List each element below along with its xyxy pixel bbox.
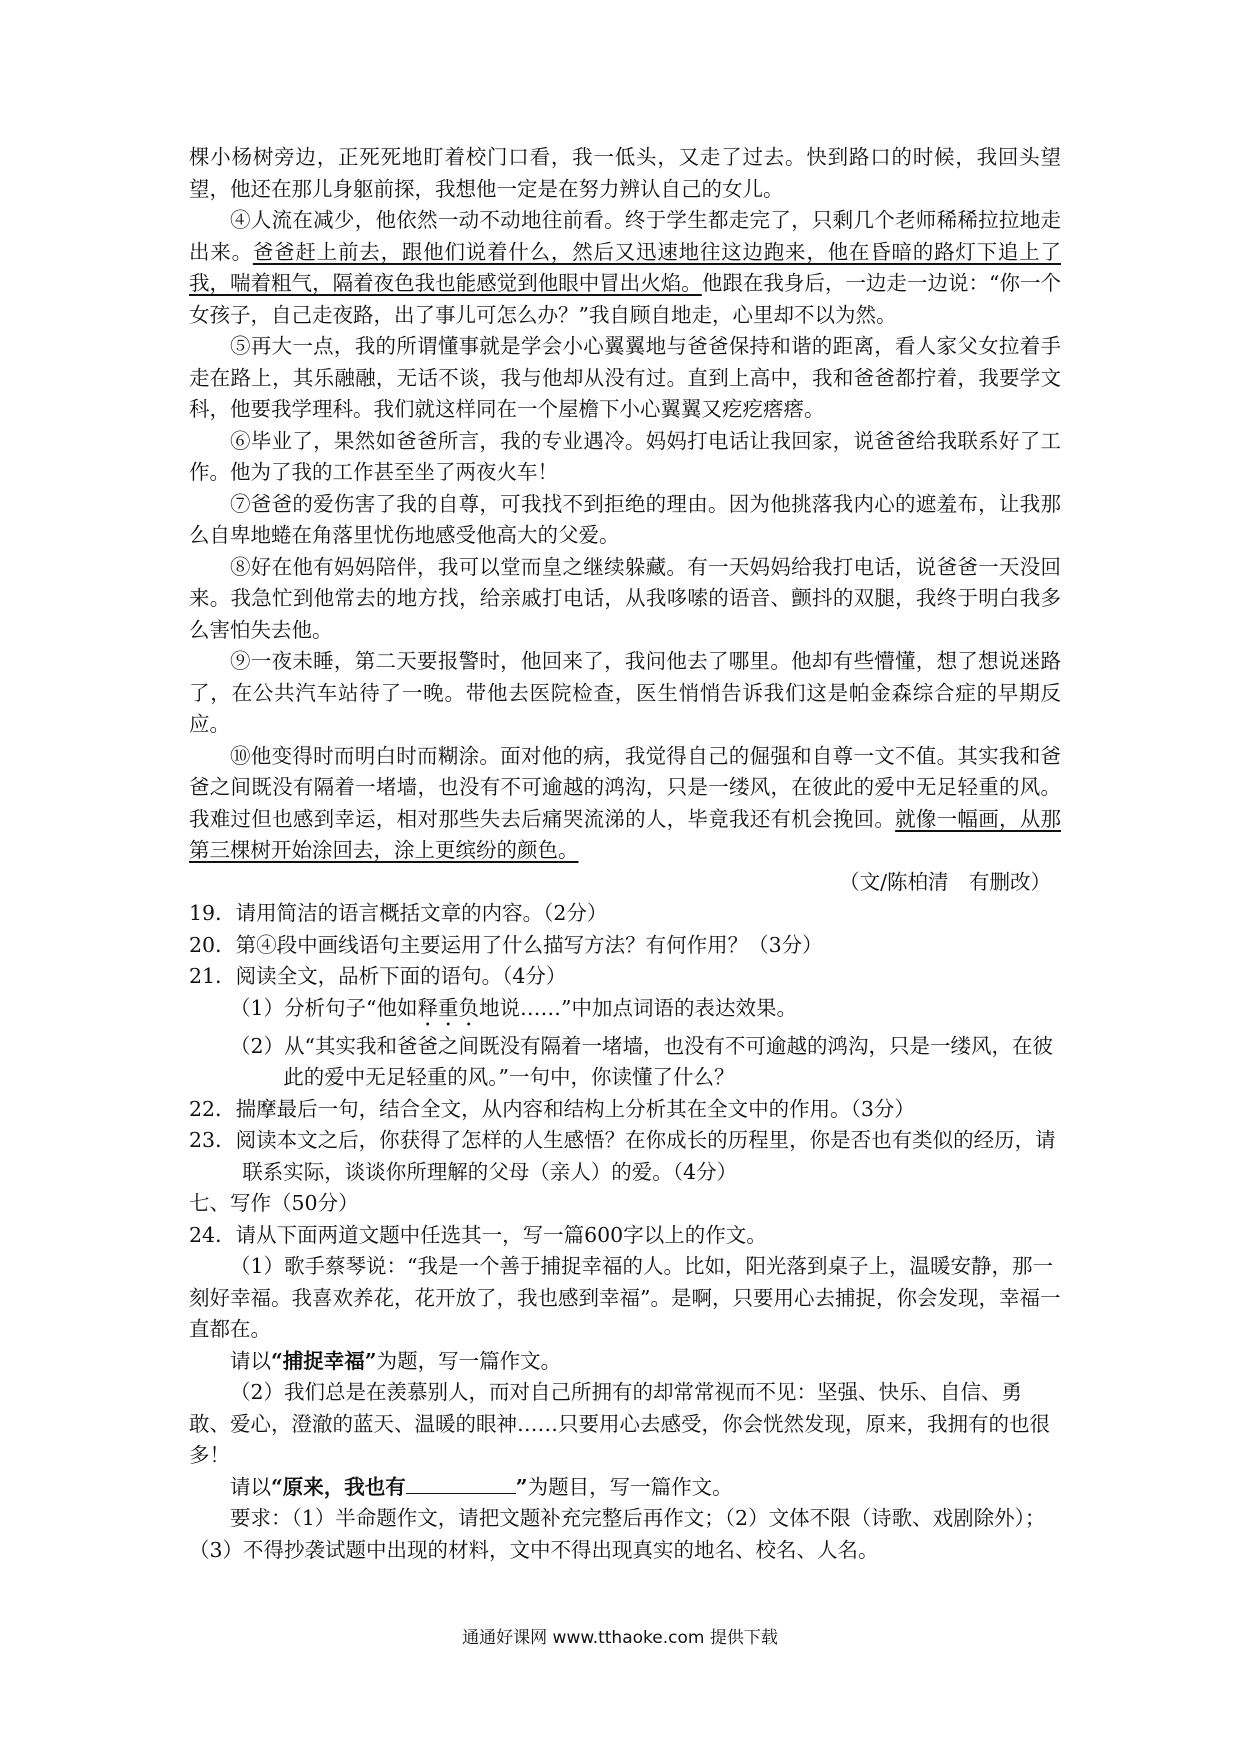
essay-title-2: “原来，我也有 (271, 1474, 406, 1499)
question-24: 24．请从下面两道文题中任选其一，写一篇600字以上的作文。 (189, 1222, 767, 1247)
paragraph-8: ⑧好在他有妈妈陪伴，我可以堂而皇之继续躲藏。有一天妈妈给我打电话，说爸爸一天没回来。我急忙到他常去的地方找，给亲戚打电话，从我哆嗦的语音、颤抖的双腿，我终于明白我多么害怕失去他。 (189, 554, 1061, 642)
question-23: 23．阅读本文之后，你获得了怎样的人生感悟？在你成长的历程里，你是否也有类似的经历，请联系实际，谈谈你所理解的父母（亲人）的爱。（4分） (189, 1128, 1056, 1184)
essay-title-1: “捕捉幸福” (271, 1348, 377, 1373)
essay-option-2-prompt (189, 1472, 1061, 1504)
question-21-part-1 (189, 993, 1061, 1031)
prompt-suffix: 为题，写一篇作文。 (376, 1348, 562, 1373)
paragraph-continued: 棵小杨树旁边，正死死地盯着校门口看，我一低头，又走了过去。快到路口的时候，我回头望望，他还在那儿身躯前探，我想他一定是在努力辨认自己的女儿。 (189, 145, 1061, 201)
essay-title-2-close: ” (515, 1474, 528, 1499)
paragraph-4-underlined: 爸爸赶上前去，跟他们说着什么，然后又迅速地往这边跑来，他在昏暗的路灯下追上了我，喘着粗气，隔着夜色我也能感觉到他眼中冒出火焰。 (189, 239, 1062, 295)
question-20: 20．第④段中画线语句主要运用了什么描写方法？有何作用？（3分） (189, 932, 823, 957)
paragraph-10-body: ⑩他变得时而明白时而糊涂。面对他的病，我觉得自己的倔强和自尊一文不值。其实我和爸爸之间既没有隔着一堵墙，也没有不可逾越的鸿沟，只是一缕风，在彼此的爱中无足轻重的风。我难过但也感到幸运，相对那些失去后痛哭流涕的人，毕竟我还有机会挽回。 (189, 743, 1061, 831)
paragraph-7: ⑦爸爸的爱伤害了我的自尊，可我找不到拒绝的理由。因为他挑落我内心的遮羞布，让我那么自卑地蜷在角落里忧伤地感受他高大的父爱。 (189, 491, 1061, 547)
prompt-suffix: 为题目，写一篇作文。 (527, 1474, 733, 1499)
exam-page (189, 142, 1061, 1566)
paragraph-10-underlined: 就像一幅画，从那第三棵树开始涂回去，涂上更缤纷的颜色。 (189, 806, 1062, 862)
prompt-prefix: 请以 (230, 1474, 271, 1499)
title-blank (406, 1473, 516, 1494)
paragraph-10 (189, 741, 1061, 867)
paragraph-4-end: 他跟在我身后，一边走一边说：“你一个女孩子，自己走夜路，出了事儿可怎么办？”我自顾自地走，心里却不以为然。 (189, 271, 1062, 327)
emphasized-phrase: 释重负 (417, 995, 480, 1020)
paragraph-9: ⑨一夜未睡，第二天要报警时，他回来了，我问他去了哪里。他却有些懵懂，想了想说迷路了，在公共汽车站待了一晚。带他去医院检查，医生悄悄告诉我们这是帕金森综合症的早期反应。 (189, 649, 1061, 736)
prompt-prefix: 请以 (230, 1348, 271, 1373)
question-21: 21．阅读全文，品析下面的语句。（4分） (189, 964, 567, 988)
section-writing-heading: 七、写作（50分） (189, 1191, 359, 1215)
paragraph-4 (189, 205, 1061, 331)
question-21-part-1-start: （1）分析句子“他如 (230, 995, 418, 1020)
question-21-part-1-end: 地说……”中加点词语的表达效果。 (479, 995, 798, 1020)
question-21-part-2: （2）从“其实我和爸爸之间既没有隔着一堵墙，也没有不可逾越的鸿沟，只是一缕风，在彼此的爱中无足轻重的风。”一句中，你读懂了什么？ (230, 1033, 1054, 1089)
paragraph-4-intro: ④人流在减少，他依然一动不动地往前看。终于学生都走完了，只剩几个老师稀稀拉拉地走出来。 (189, 208, 1061, 264)
paragraph-6: ⑥毕业了，果然如爸爸所言，我的专业遇冷。妈妈打电话让我回家，说爸爸给我联系好了工作。他为了我的工作甚至坐了两夜火车！ (189, 428, 1061, 484)
article-source: （文/陈柏清 有删改） (839, 869, 1051, 894)
essay-requirements: 要求：（1）半命题作文，请把文题补充完整后再作文；（2）文体不限（诗歌、戏剧除外）；（3）不得抄袭试题中出现的材料，文中不得出现真实的地名、校名、人名。 (189, 1506, 1046, 1562)
question-19: 19．请用简洁的语言概括文章的内容。（2分） (189, 901, 608, 925)
essay-option-1: （1）歌手蔡琴说：“我是一个善于捕捉幸福的人。比如，阳光落到桌子上，温暖安静，那一刻好幸福。我喜欢养花，花开放了，我也感到幸福”。是啊，只要用心去捕捉，你会发现，幸福一直都在。 (189, 1254, 1061, 1341)
question-22: 22．揣摩最后一句，结合全文，从内容和结构上分析其在全文中的作用。（3分） (189, 1096, 915, 1121)
essay-option-2: （2）我们总是在羡慕别人，而对自己所拥有的却常常视而不见：坚强、快乐、自信、勇敢、爱心，澄澈的蓝天、温暖的眼神……只要用心去感受，你会恍然发现，原来，我拥有的也很多！ (189, 1380, 1050, 1467)
paragraph-5: ⑤再大一点，我的所谓懂事就是学会小心翼翼地与爸爸保持和谐的距离，看人家父女拉着手走在路上，其乐融融，无话不谈，我与他却从没有过。直到上高中，我和爸爸都拧着，我要学文科，他要我学理科。我们就这样同在一个屋檐下小心翼翼又疙疙瘩瘩。 (189, 334, 1061, 421)
essay-option-1-prompt (189, 1346, 1061, 1378)
page-footer: 通通好课网 www.tthaoke.com 提供下载 (462, 1628, 778, 1648)
